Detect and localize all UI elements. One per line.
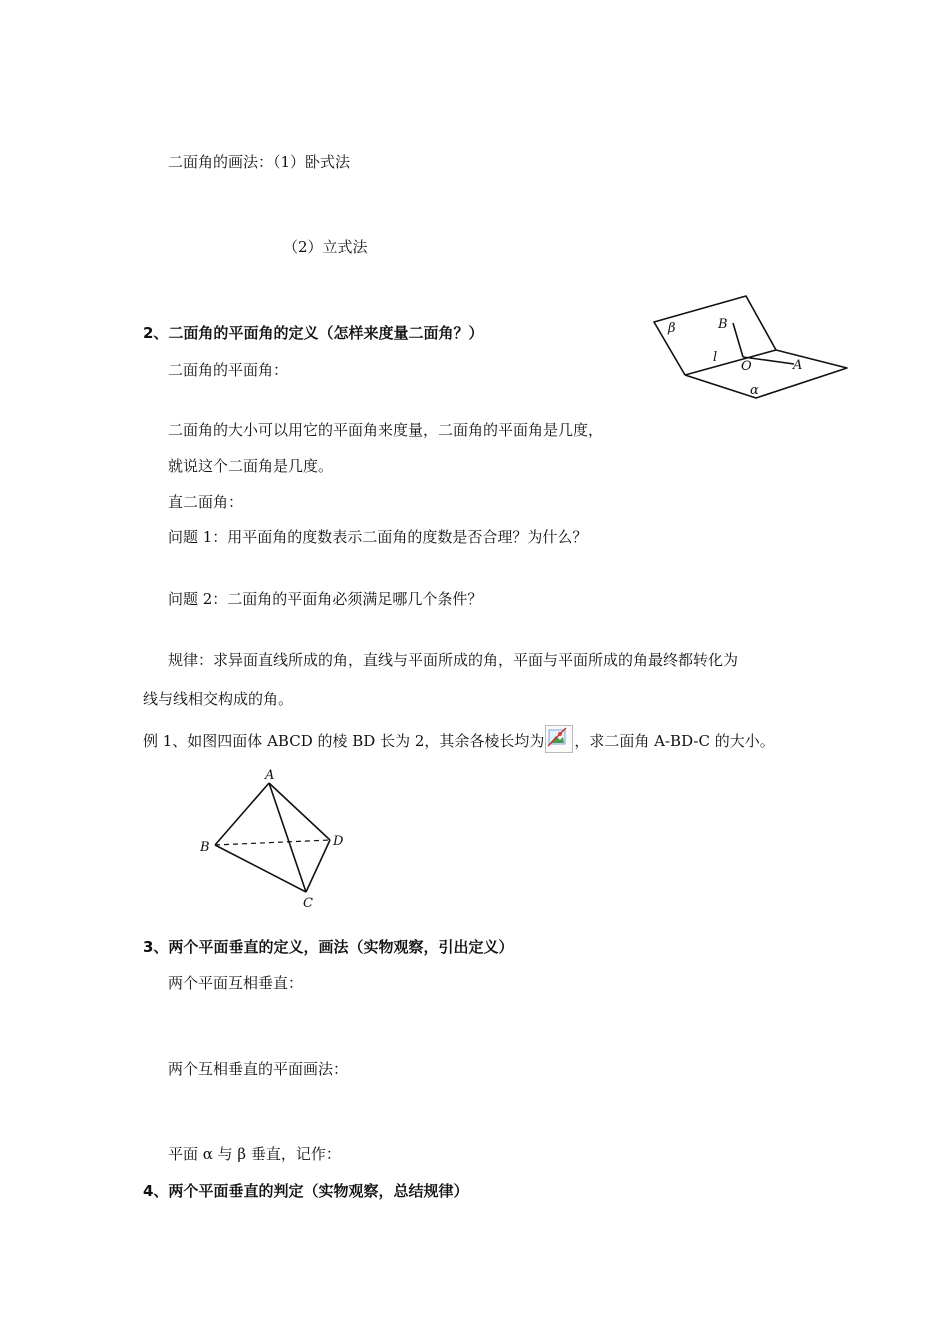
question-2: 问题 2：二面角的平面角必须满足哪几个条件？ xyxy=(168,590,483,608)
example-1-text: 例 1、如图四面体 ABCD 的棱 BD 长为 2，其余各棱长均为 xyxy=(143,732,545,750)
label-B: B xyxy=(200,840,210,855)
edge-l xyxy=(685,350,776,375)
label-C: C xyxy=(303,896,313,911)
edge-BD-dashed xyxy=(215,840,330,845)
plane-alpha-outline xyxy=(685,350,847,398)
label-beta: β xyxy=(668,321,676,336)
rule-line: 线与线相交构成的角。 xyxy=(143,690,294,708)
label-O: O xyxy=(741,359,752,374)
dihedral-angle-figure xyxy=(640,290,855,405)
label-A: A xyxy=(793,358,803,373)
label-B: B xyxy=(718,317,728,332)
ray-OB xyxy=(733,323,743,357)
example-1-text: ，求二面角 A-BD-C 的大小。 xyxy=(574,732,775,750)
edge-AB xyxy=(215,783,269,845)
text-line: 直二面角： xyxy=(168,493,244,511)
text-line: 二面角的画法：（1）卧式法 xyxy=(168,153,351,171)
text-line: 就说这个二面角是几度。 xyxy=(168,457,334,475)
tetrahedron-figure xyxy=(195,765,355,915)
text-line: 二面角的平面角： xyxy=(168,361,289,379)
image-placeholder-icon xyxy=(545,725,573,753)
label-D: D xyxy=(333,834,344,849)
text-line: （2）立式法 xyxy=(283,238,368,256)
label-alpha: α xyxy=(750,383,759,398)
label-l: l xyxy=(713,350,718,365)
question-1: 问题 1：用平面角的度数表示二面角的度数是否合理？为什么？ xyxy=(168,528,588,546)
text-line: 二面角的大小可以用它的平面角来度量，二面角的平面角是几度， xyxy=(168,421,604,439)
text-line: 两个平面互相垂直： xyxy=(168,974,304,992)
section-heading-3: 3、两个平面垂直的定义，画法（实物观察，引出定义） xyxy=(143,938,514,956)
label-A: A xyxy=(265,768,275,783)
edge-DC xyxy=(306,840,330,892)
section-heading-2: 2、二面角的平面角的定义（怎样来度量二面角？） xyxy=(143,324,484,342)
text-line: 两个互相垂直的平面画法： xyxy=(168,1060,349,1078)
example-1 xyxy=(143,728,775,756)
rule-line: 规律：求异面直线所成的角，直线与平面所成的角，平面与平面所成的角最终都转化为 xyxy=(168,651,739,669)
text-line: 平面 α 与 β 垂直，记作： xyxy=(168,1145,341,1163)
section-heading-4: 4、两个平面垂直的判定（实物观察，总结规律） xyxy=(143,1182,469,1200)
